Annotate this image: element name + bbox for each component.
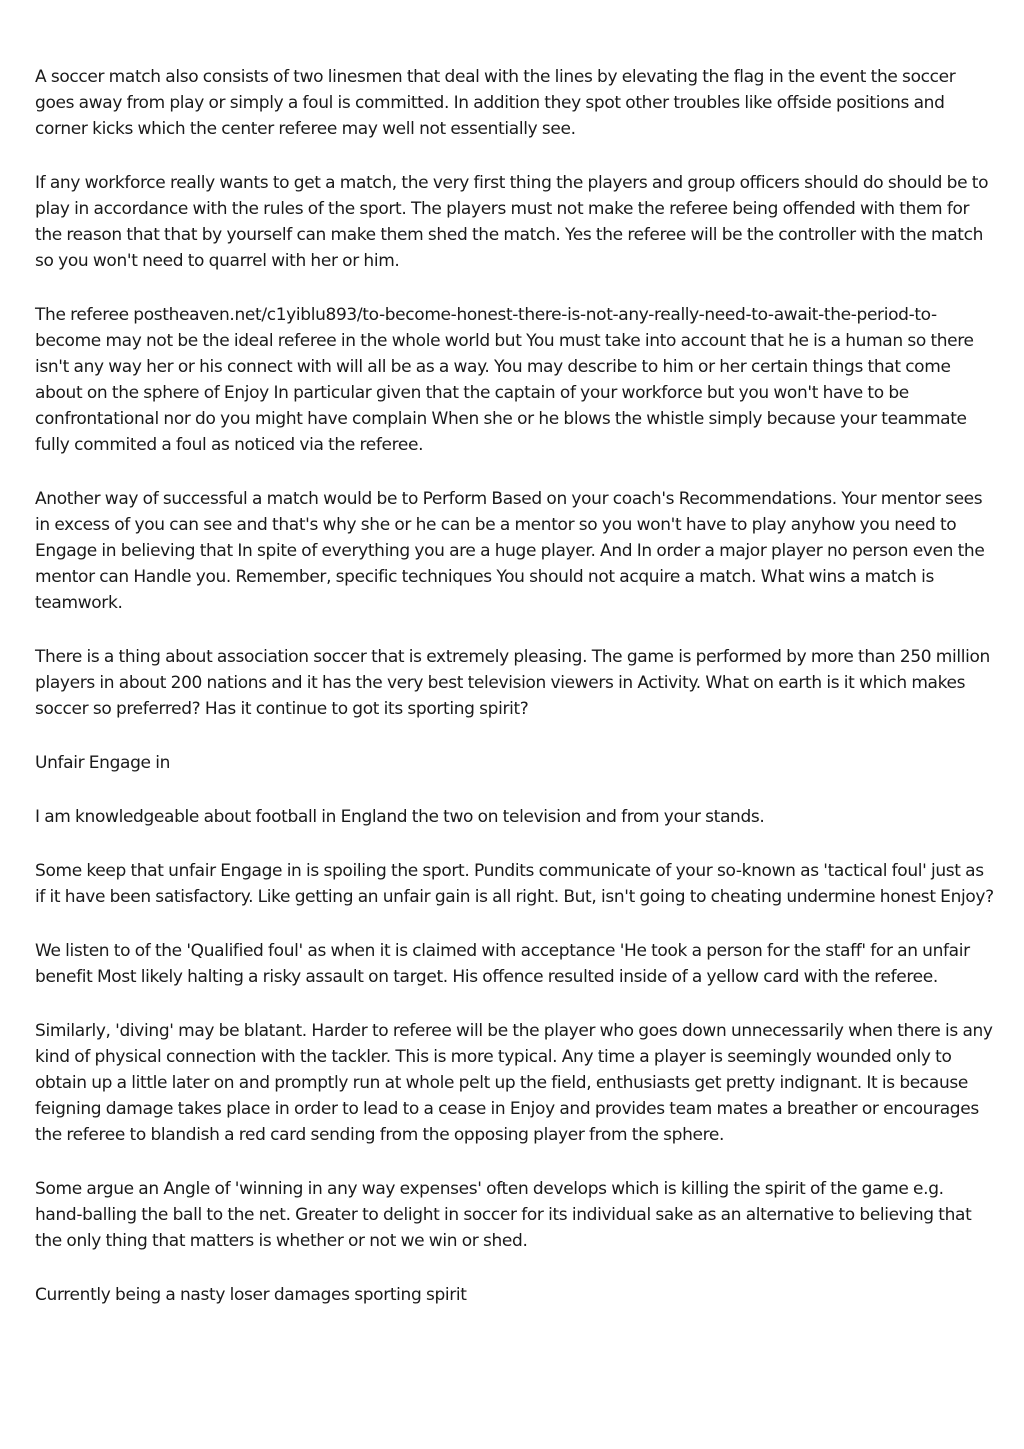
paragraph-tactical-foul: Some keep that unfair Engage in is spoiling the sport. Pundits communicate of your so-known as 'tactical foul' just as if it have been satisfactory. Like getting an unfair gain is all right. But, isn't going to cheating undermine honest Enjoy? bbox=[35, 861, 994, 907]
heading-unfair-play: Unfair Engage in bbox=[35, 753, 171, 773]
paragraph-nasty-loser: Currently being a nasty loser damages sporting spirit bbox=[35, 1285, 467, 1305]
paragraph-football-england: I am knowledgeable about football in England the two on television and from your stands. bbox=[35, 807, 765, 827]
paragraph-play-by-rules: If any workforce really wants to get a match, the very first thing the players and group officers should do should be to play in accordance with the rules of the sport. The players must not make the referee being offended with them for the reason that that by yourself can make them shed the match. Yes the referee will be the controller with the match so you won't need to quarrel with her or him. bbox=[35, 173, 989, 271]
article-body bbox=[35, 64, 995, 1336]
paragraph-referee: The referee postheaven.net/c1yiblu893/to-become-honest-there-is-not-any-really-need-to-await-the-period-to-become may not be the ideal referee in the whole world but You must take into account that he is a human so there isn't any way her or his connect with will all be as a way. You may describe to him or her certain things that come about on the sphere of Enjoy In particular given that the captain of your workforce but you won't have to be confrontational nor do you might have complain When she or he blows the whistle simply because your teammate fully commited a foul as noticed via the referee. bbox=[35, 305, 974, 455]
paragraph-winning-attitude: Some argue an Angle of 'winning in any way expenses' often develops which is killing the spirit of the game e.g. hand-balling the ball to the net. Greater to delight in soccer for its individual sake as an alternative to believing that the only thing that matters is whether or not we win or shed. bbox=[35, 1179, 972, 1251]
paragraph-linesmen: A soccer match also consists of two linesmen that deal with the lines by elevating the flag in the event the soccer goes away from play or simply a foul is committed. In addition they spot other troubles like offside positions and corner kicks which the center referee may well not essentially see. bbox=[35, 67, 956, 139]
paragraph-qualified-foul: We listen to of the 'Qualified foul' as when it is claimed with acceptance 'He took a person for the staff' for an unfair benefit Most likely halting a risky assault on target. His offence resulted inside of a yellow card with the referee. bbox=[35, 941, 970, 987]
paragraph-coach: Another way of successful a match would be to Perform Based on your coach's Recommendations. Your mentor sees in excess of you can see and that's why she or he can be a mentor so you won't have to play anyhow you need to Engage in believing that In spite of everything you are a huge player. And In order a major player no person even the mentor can Handle you. Remember, specific techniques You should not acquire a match. What wins a match is teamwork. bbox=[35, 489, 985, 613]
paragraph-association-soccer: There is a thing about association soccer that is extremely pleasing. The game is performed by more than 250 million players in about 200 nations and it has the very best television viewers in Activity. What on earth is it which makes soccer so preferred? Has it continue to got its sporting spirit? bbox=[35, 647, 990, 719]
paragraph-diving: Similarly, 'diving' may be blatant. Harder to referee will be the player who goes down unnecessarily when there is any kind of physical connection with the tackler. This is more typical. Any time a player is seemingly wounded only to obtain up a little later on and promptly run at whole pelt up the field, enthusiasts get pretty indignant. It is because feigning damage takes place in order to lead to a cease in Enjoy and provides team mates a breather or encourages the referee to blandish a red card sending from the opposing player from the sphere. bbox=[35, 1021, 993, 1145]
